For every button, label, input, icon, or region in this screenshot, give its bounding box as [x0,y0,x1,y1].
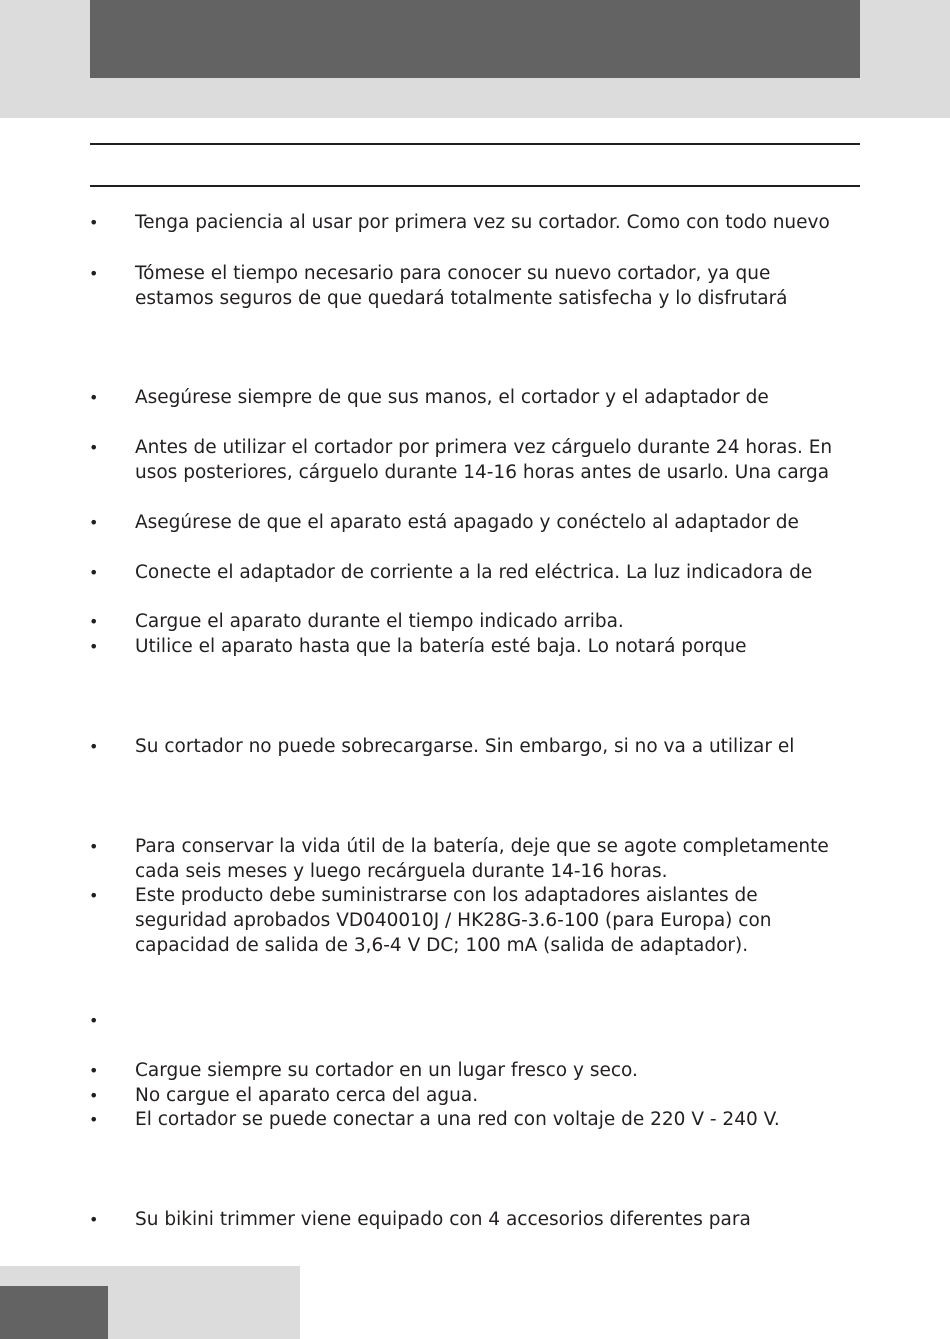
list-item-text [135,634,855,659]
bullet-marker: • [89,563,99,582]
text-line: usos posteriores, cárguelo durante 14-16 horas antes de usarlo. Una carga [135,462,830,483]
bullet-marker: • [89,637,99,656]
text-line: Tenga paciencia al usar por primera vez su cortador. Como con todo nuevo [135,212,830,233]
text-line: El cortador se puede conectar a una red con voltaje de 220 V - 240 V. [135,1109,780,1130]
list-item-text [135,1058,855,1083]
bullet-marker: • [89,1061,99,1080]
text-line: seguridad aprobados VD040010J / HK28G-3.6-100 (para Europa) con [135,910,772,931]
text-line: Su cortador no puede sobrecargarse. Sin embargo, si no va a utilizar el [135,736,795,757]
text-line: Tómese el tiempo necesario para conocer su nuevo cortador, ya que [135,263,771,284]
text-line: Su bikini trimmer viene equipado con 4 accesorios diferentes para [135,1209,751,1230]
list-item-text [135,261,855,311]
list-item-text [135,560,855,585]
bullet-marker: • [89,612,99,631]
bullet-marker: • [89,837,99,856]
bullet-marker: • [89,264,99,283]
text-line: estamos seguros de que quedará totalmente satisfecha y lo disfrutará [135,288,788,309]
bullet-marker: • [89,1086,99,1105]
text-line: No cargue el aparato cerca del agua. [135,1085,479,1106]
text-line: capacidad de salida de 3,6-4 V DC; 100 mA (salida de adaptador). [135,935,749,956]
bullet-marker: • [89,513,99,532]
header-bar [90,0,860,78]
bullet-marker: • [89,1210,99,1229]
text-line: Asegúrese de que el aparato está apagado y conéctelo al adaptador de [135,512,799,533]
text-line: Utilice el aparato hasta que la batería esté baja. Lo notará porque [135,636,747,657]
list-item-text [135,883,855,958]
list-item-text [135,210,855,235]
list-item-text [135,510,855,535]
bullet-marker: • [89,388,99,407]
bottom-rule [90,185,860,187]
top-rule [90,143,860,145]
list-item-text [135,734,855,759]
list-item-text [135,385,855,410]
text-line: Antes de utilizar el cortador por primera vez cárguelo durante 24 horas. En [135,437,833,458]
list-item-text [135,1083,855,1108]
list-item-text [135,435,855,485]
list-item-text [135,609,855,634]
bullet-marker: • [89,438,99,457]
list-item-text [135,834,855,884]
bullet-marker: • [89,213,99,232]
text-line: cada seis meses y luego recárguela durante 14-16 horas. [135,861,668,882]
text-line: Asegúrese siempre de que sus manos, el cortador y el adaptador de [135,387,769,408]
page-number-box [0,1286,108,1339]
bullet-marker: • [89,1011,99,1030]
bullet-marker: • [89,1110,99,1129]
text-line: Este producto debe suministrarse con los adaptadores aislantes de [135,885,758,906]
text-line: Cargue siempre su cortador en un lugar fresco y seco. [135,1060,638,1081]
bullet-marker: • [89,886,99,905]
text-line: Para conservar la vida útil de la batería, deje que se agote completamente [135,836,829,857]
list-item-text [135,1107,855,1132]
text-line: Conecte el adaptador de corriente a la red eléctrica. La luz indicadora de [135,562,813,583]
list-item-text [135,1207,855,1232]
bullet-marker: • [89,737,99,756]
text-line: Cargue el aparato durante el tiempo indicado arriba. [135,611,624,632]
